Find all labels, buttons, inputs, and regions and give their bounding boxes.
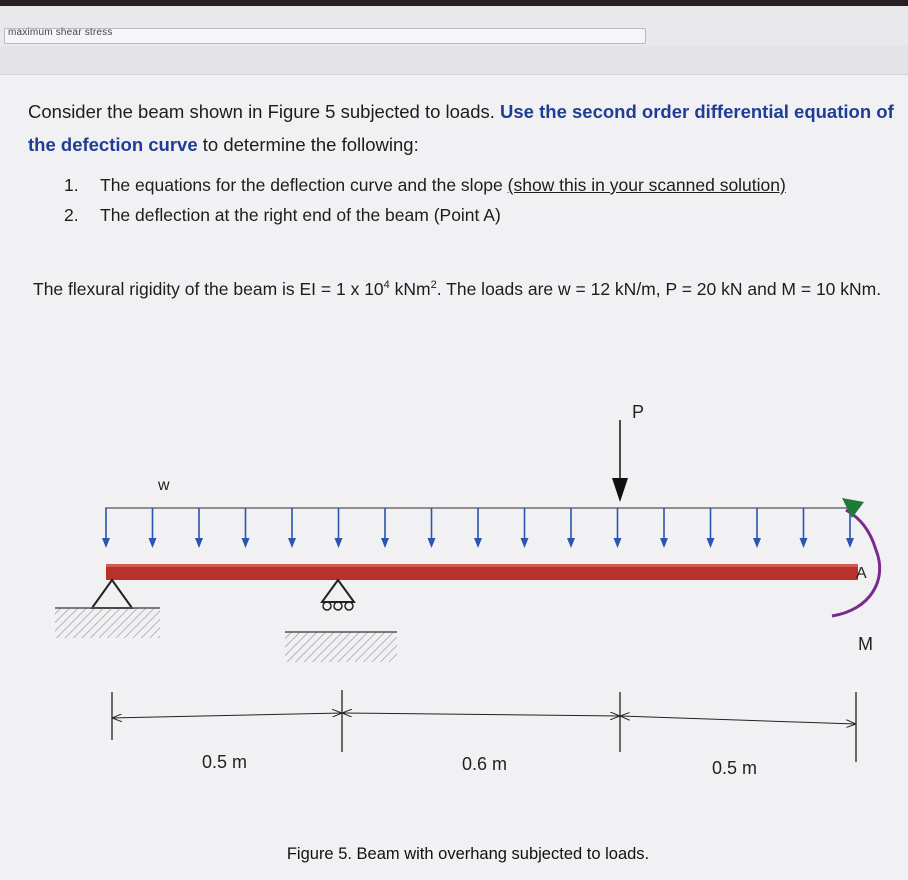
point-load-arrowhead [612,478,628,502]
point-a-label: A [856,565,867,582]
distributed-load-arrowhead [242,538,250,548]
distributed-load-arrowhead [381,538,389,548]
moment-arc [832,510,880,616]
distributed-load-arrowhead [707,538,715,548]
pin-support-ground [55,608,160,638]
roller-wheel [345,602,353,610]
browser-tab-label[interactable]: maximum shear stress [8,27,113,38]
distributed-load-arrowhead [149,538,157,548]
rigidity-unit: kNm [389,279,431,299]
roller-wheel [323,602,331,610]
distributed-load-arrowhead [288,538,296,548]
task-item-2 [64,200,904,230]
roller-wheel [334,602,342,610]
intro-plain: Consider the beam shown in Figure 5 subjected to loads. [28,101,495,122]
task-number: 1. [64,175,79,195]
loads-text: . The loads are w = 12 kN/m, P = 20 kN and M = 10 kNm. [436,279,882,299]
rigidity-text: The flexural rigidity of the beam is EI = 1 x 10 [33,279,384,299]
task-item-1 [64,170,904,200]
distributed-load-arrowhead [335,538,343,548]
task-text: The equations for the deflection curve and the slope [100,175,508,195]
header-band [0,46,908,75]
roller-support-ground [285,632,397,662]
figure-caption-text: Figure 5. Beam with overhang subjected to loads. [286,845,650,863]
task-text-underlined: (show this in your scanned solution) [507,175,786,195]
task-number: 2. [64,205,79,225]
distributed-load-arrows [102,508,854,548]
intro-highlight: Use the second order differential equation of the defection curve [28,101,894,155]
problem-intro [28,95,898,161]
distributed-load-arrowhead [753,538,761,548]
beam-figure [0,380,908,840]
beam-highlight [106,564,858,567]
distributed-load-arrowhead [474,538,482,548]
distributed-load-arrowhead [660,538,668,548]
distributed-load-arrowhead [567,538,575,548]
dim-label-3: 0.5 m [712,758,758,778]
figure-caption [0,845,908,864]
distributed-load-arrowhead [521,538,529,548]
distributed-load-arrowhead [195,538,203,548]
intro-end: to determine the following: [202,134,419,155]
task-text: The deflection at the right end of the beam (Point A) [100,205,501,225]
task-list [64,170,904,230]
rigidity-exponent: 4 [383,279,390,291]
dim-line-3 [620,716,856,724]
point-load-label: P [632,402,645,422]
roller-support [322,580,354,602]
distributed-load-arrowhead [800,538,808,548]
distributed-load-arrowhead [102,538,110,548]
rigidity-unit-exponent: 2 [430,279,437,291]
moment-label: M [858,634,873,654]
pin-support [92,580,132,608]
browser-toolbar [0,6,908,47]
dim-line-2 [342,713,620,716]
rigidity-statement [33,270,903,304]
distributed-load-arrowhead [846,538,854,548]
load-w-label: w [158,477,170,494]
distributed-load-arrowhead [428,538,436,548]
dim-line-1 [112,713,342,718]
dim-label-1: 0.5 m [202,752,248,772]
dim-label-2: 0.6 m [462,754,508,774]
distributed-load-arrowhead [614,538,622,548]
